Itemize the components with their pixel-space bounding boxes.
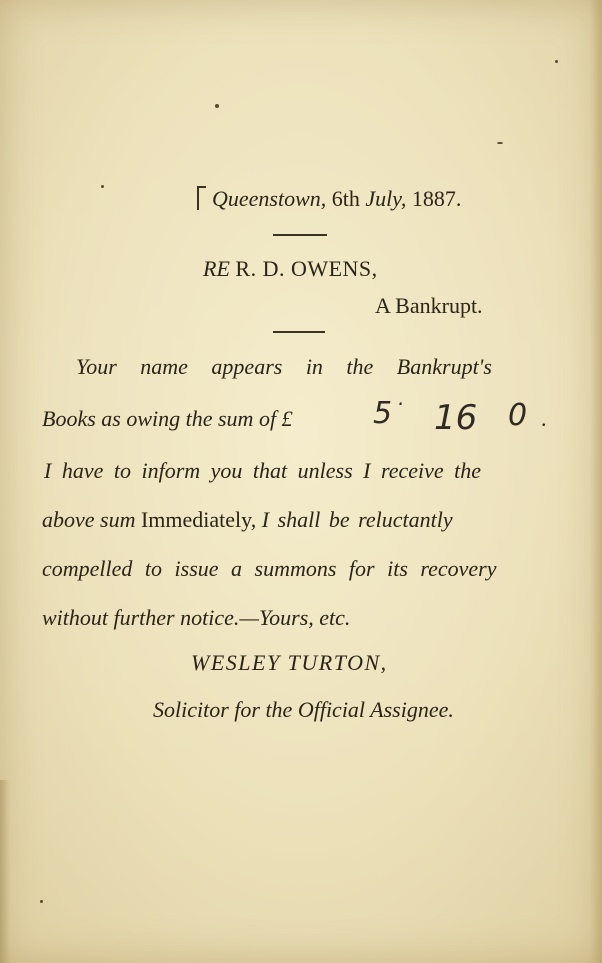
bankrupt-name: R. D. OWENS, (235, 256, 378, 281)
date-day: 6th (331, 186, 360, 211)
paper-edge-left (0, 780, 10, 963)
body-line-4-c: I shall be reluctantly (261, 507, 453, 532)
amount-dot: · (397, 392, 404, 416)
body-line-6: without further notice.—Yours, etc. (42, 605, 351, 630)
signature-title: Solicitor for the Official Assignee. (153, 697, 454, 722)
date-year: 1887. (411, 186, 462, 211)
date-place: Queenstown, (212, 186, 327, 211)
body-line-2-end: . (541, 406, 547, 431)
body-line-2: Books as owing the sum of £ (42, 406, 293, 431)
date-month: July, (365, 186, 407, 211)
bankrupt-status: A Bankrupt. (375, 293, 483, 318)
ink-speck (497, 142, 503, 144)
date-line (197, 186, 461, 212)
signature-name: WESLEY TURTON, (191, 650, 388, 675)
paper-edge-right (590, 0, 602, 963)
ink-speck (215, 104, 219, 108)
re-label: RE (203, 256, 230, 281)
divider-bottom (273, 331, 325, 333)
ink-speck (40, 900, 43, 903)
ink-speck (101, 185, 104, 188)
ink-speck (555, 60, 558, 63)
body-line-5: compelled to issue a summons for its recovery (42, 556, 497, 581)
body-line-4-b: Immediately, (140, 507, 257, 532)
amount-pounds: 5 (373, 396, 393, 431)
body-line-1: Your name appears in the Bankrupt's (76, 354, 492, 379)
body-line-4-a: above sum (42, 507, 136, 532)
body-line-4 (42, 507, 453, 533)
re-line (203, 256, 378, 282)
amount-shillings: 16 (434, 398, 478, 438)
bracket-mark (197, 186, 206, 210)
divider-top (273, 234, 327, 236)
body-line-3: I have to inform you that unless I receive the (44, 458, 482, 483)
amount-pence: 0 (508, 398, 528, 433)
